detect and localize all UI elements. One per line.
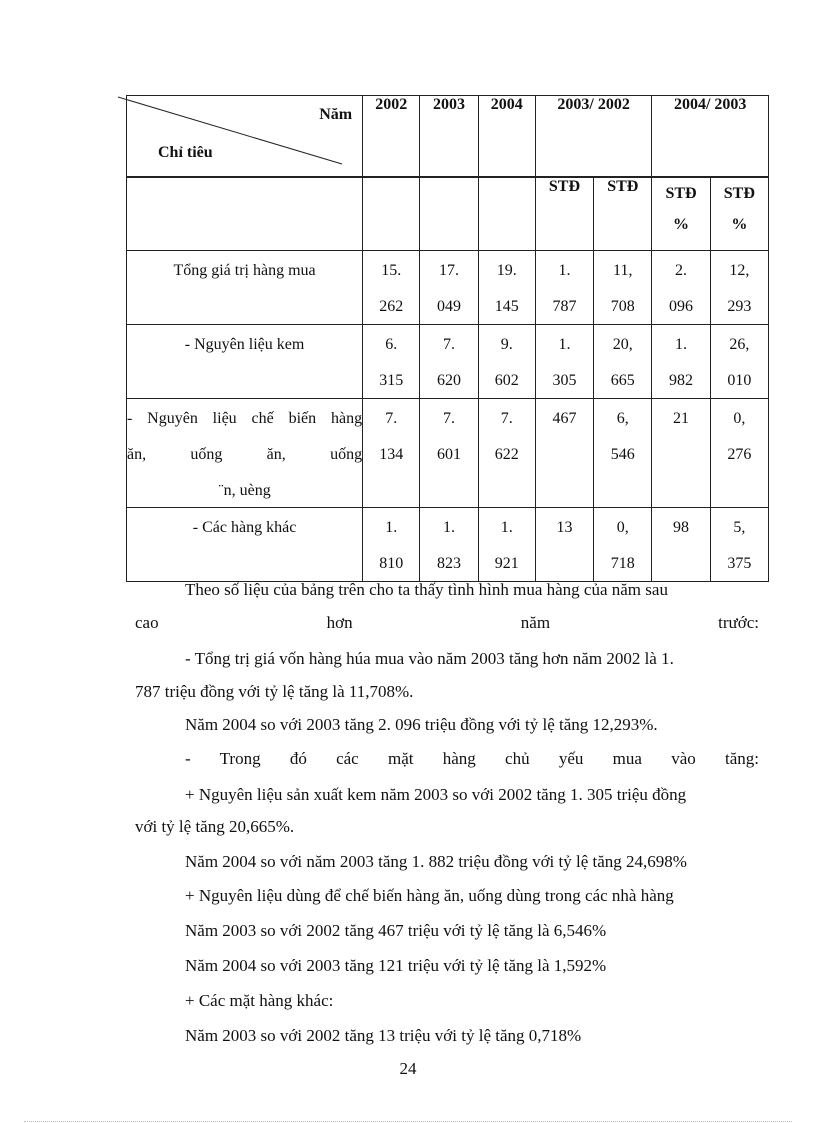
table-cell: 1. 787: [535, 251, 593, 325]
compare-header-2004-2003: 2004/ 2003: [652, 96, 769, 178]
table-cell: 7. 622: [478, 399, 535, 508]
row-label: Tổng giá trị hàng mua: [127, 251, 363, 325]
table-row: [127, 251, 769, 325]
table-cell: 1. 921: [478, 508, 535, 582]
table-cell: 98: [652, 508, 710, 582]
paragraph-line: Năm 2004 so với năm 2003 tăng 1. 882 triệu đồng với tỷ lệ tăng 24,698%: [185, 852, 687, 871]
table-row: [127, 325, 769, 399]
table-cell: 1. 823: [420, 508, 478, 582]
subheader-empty-cell: [363, 177, 420, 251]
paragraph-line: - Tổng trị giá vốn hàng húa mua vào năm 2003 tăng hơn năm 2002 là 1.: [185, 649, 674, 668]
purchase-statistics-table: [126, 95, 769, 582]
table-cell: 17. 049: [420, 251, 478, 325]
paragraph-line: + Các mặt hàng khác:: [185, 991, 334, 1010]
row-label: - Nguyên liệu kem: [127, 325, 363, 399]
paragraph-line: 787 triệu đồng với tỷ lệ tăng là 11,708%.: [135, 682, 414, 701]
subheader-std-pct-2: STĐ %: [710, 177, 768, 251]
table-cell: 11, 708: [594, 251, 652, 325]
table-cell: 9. 602: [478, 325, 535, 399]
paragraph-line: + Nguyên liệu dùng để chế biến hàng ăn, uống dùng trong các nhà hàng: [185, 886, 674, 905]
table-cell: 5, 375: [710, 508, 768, 582]
table-header-row: [127, 96, 769, 178]
table-cell: 1. 305: [535, 325, 593, 399]
year-header-2002: 2002: [363, 96, 420, 178]
year-header-2004: 2004: [478, 96, 535, 178]
table-cell: 6. 315: [363, 325, 420, 399]
subheader-empty-cell: [420, 177, 478, 251]
table-cell: 6, 546: [594, 399, 652, 508]
paragraph-line: Năm 2003 so với 2002 tăng 467 triệu với tỷ lệ tăng là 6,546%: [185, 921, 607, 940]
compare-header-2003-2002: 2003/ 2002: [535, 96, 652, 178]
paragraph-line: Năm 2003 so với 2002 tăng 13 triệu với tỷ lệ tăng 0,718%: [185, 1026, 582, 1045]
paragraph-line: - Trong đó các mặt hàng chủ yếu mua vào tăng:: [185, 749, 759, 768]
corner-year-label: Năm: [319, 106, 353, 123]
table-cell: 13: [535, 508, 593, 582]
footer-divider: [24, 1121, 792, 1122]
paragraph-line: Theo số liệu của bảng trên cho ta thấy tình hình mua hàng của năm sau: [185, 580, 668, 599]
subheader-empty-cell: [127, 177, 363, 251]
table-cell: 467: [535, 399, 593, 508]
table-cell: 7. 601: [420, 399, 478, 508]
year-header-2003: 2003: [420, 96, 478, 178]
row-label: - Các hàng khác: [127, 508, 363, 582]
table-cell: 21: [652, 399, 710, 508]
table-row: [127, 399, 769, 508]
row-label: - Nguyên liệu chế biến hàng ăn, uống ăn, uống ¨n, uèng: [127, 399, 363, 508]
table-cell: 0, 718: [594, 508, 652, 582]
table-cell: 15. 262: [363, 251, 420, 325]
page-number: 24: [399, 1059, 417, 1078]
table-cell: 0, 276: [710, 399, 768, 508]
paragraph-line: Năm 2004 so với 2003 tăng 2. 096 triệu đồng với tỷ lệ tăng 12,293%.: [185, 715, 658, 734]
table-corner-cell: [127, 96, 363, 178]
table-cell: 12, 293: [710, 251, 768, 325]
subheader-std-2: STĐ: [594, 177, 652, 251]
table-cell: 7. 620: [420, 325, 478, 399]
table-cell: 20, 665: [594, 325, 652, 399]
paragraph-line: cao hơn năm trước:: [135, 613, 759, 632]
table-cell: 1. 810: [363, 508, 420, 582]
subheader-empty-cell: [478, 177, 535, 251]
corner-indicator-label: Chỉ tiêu: [158, 144, 213, 161]
table-cell: 26, 010: [710, 325, 768, 399]
paragraph-line: Năm 2004 so với 2003 tăng 121 triệu với tỷ lệ tăng là 1,592%: [185, 956, 607, 975]
table-cell: 2. 096: [652, 251, 710, 325]
subheader-std-1: STĐ: [535, 177, 593, 251]
table-cell: 1. 982: [652, 325, 710, 399]
table-cell: 19. 145: [478, 251, 535, 325]
table-row: [127, 508, 769, 582]
table-subheader-row: [127, 177, 769, 251]
table-cell: 7. 134: [363, 399, 420, 508]
subheader-std-pct-1: STĐ %: [652, 177, 710, 251]
paragraph-line: + Nguyên liệu sản xuất kem năm 2003 so với 2002 tăng 1. 305 triệu đồng: [185, 785, 687, 804]
paragraph-line: với tỷ lệ tăng 20,665%.: [135, 817, 295, 836]
